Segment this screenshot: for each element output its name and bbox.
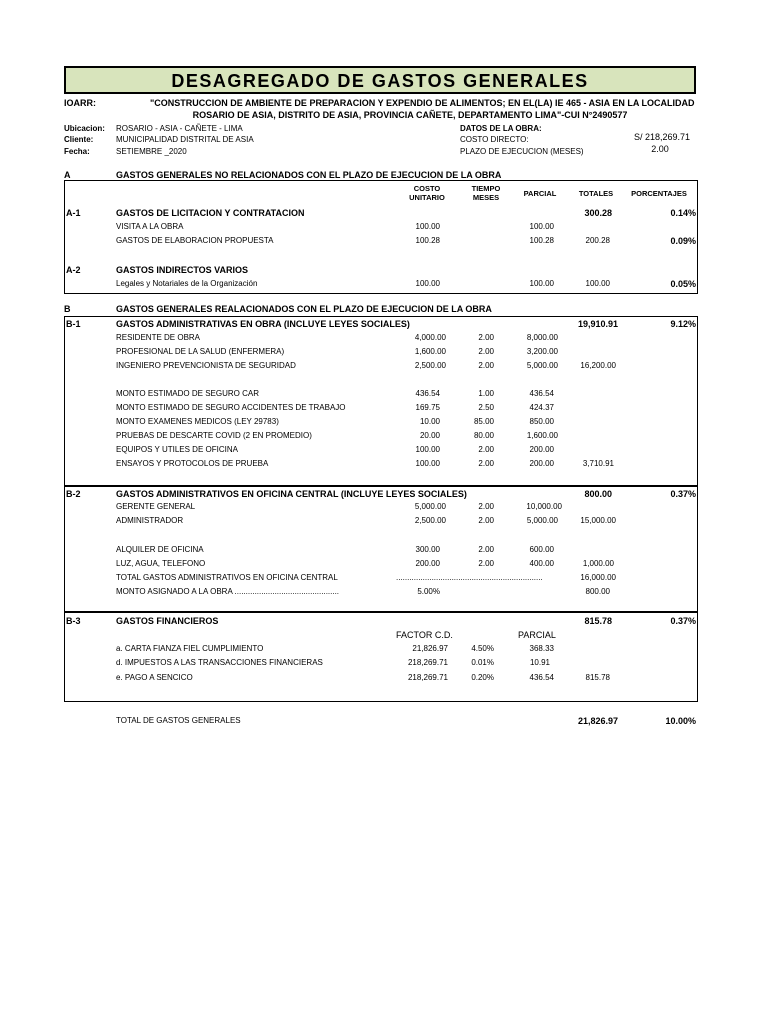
col-porcentajes: PORCENTAJES	[631, 189, 687, 198]
b1-r7-cu: 20.00	[419, 431, 440, 440]
b2-r4-desc: LUZ, AGUA, TELEFONO	[116, 559, 206, 568]
b2-r2-t: 2.00	[478, 516, 494, 525]
b2-r5-sub: 16,000.00	[580, 573, 616, 582]
fecha-label: Fecha:	[64, 147, 90, 156]
b3-r2-desc: d. IMPUESTOS A LAS TRANSACCIONES FINANCIERAS	[116, 658, 323, 667]
b1-r6-cu: 10.00	[419, 417, 440, 426]
cliente-label: Cliente:	[64, 135, 94, 144]
b3-title: GASTOS FINANCIEROS	[116, 616, 219, 626]
b2-r6-desc: MONTO ASIGNADO A LA OBRA ...............................................	[116, 587, 340, 596]
b1-r1-desc: RESIDENTE DE OBRA	[116, 333, 201, 342]
col-totales: TOTALES	[578, 189, 614, 198]
b1-r1-cu: 4,000.00	[414, 333, 446, 342]
b3-r3-cu: 218,269.71	[407, 673, 448, 682]
col-tiempo-line2: MESES	[472, 193, 500, 202]
b1-r8-p: 200.00	[529, 445, 554, 454]
b1-r8-desc: EQUIPOS Y UTILES DE OFICINA	[116, 445, 238, 454]
b1-r1-t: 2.00	[478, 333, 494, 342]
b3-r1-t: 4.50%	[471, 644, 494, 653]
a1-pct: 0.14%	[670, 208, 696, 218]
b1-r2-cu: 1,600.00	[414, 347, 446, 356]
col-costo-unitario	[398, 184, 456, 202]
b2-r5-desc: TOTAL GASTOS ADMINISTRATIVOS EN OFICINA CENTRAL	[116, 573, 338, 582]
b1-r9-t: 2.00	[478, 459, 494, 468]
b2-r3-desc: ALQUILER DE OFICINA	[116, 545, 204, 554]
a1-r2-pct: 0.09%	[670, 236, 696, 246]
b1-r9-desc: ENSAYOS Y PROTOCOLOS DE PRUEBA	[116, 459, 269, 468]
b3-r1-p: 368.33	[529, 644, 554, 653]
b2-r3-cu: 300.00	[415, 545, 440, 554]
b1-r3-desc: INGENIERO PREVENCIONISTA DE SEGURIDAD	[116, 361, 296, 370]
b1-r7-p: 1,600.00	[526, 431, 558, 440]
col-tiempo-meses	[460, 184, 512, 202]
a2-r1-parcial: 100.00	[529, 279, 554, 288]
page-title: DESAGREGADO DE GASTOS GENERALES	[171, 71, 589, 91]
b1-r5-p: 424.37	[529, 403, 554, 412]
plazo-value: 2.00	[651, 144, 669, 154]
b2-r1-desc: GERENTE GENERAL	[116, 502, 196, 511]
ubicacion-value: ROSARIO - ASIA - CAÑETE - LIMA	[116, 124, 243, 133]
total-label: TOTAL DE GASTOS GENERALES	[116, 716, 241, 725]
b2-r4-p: 400.00	[529, 559, 554, 568]
col-costo-line1: COSTO	[413, 184, 441, 193]
b1-r9-sub: 3,710.91	[582, 459, 614, 468]
b2-r2-p: 5,000.00	[526, 516, 558, 525]
b2-r5-dots: ..................................................................	[396, 573, 543, 582]
a1-title: GASTOS DE LICITACION Y CONTRATACION	[116, 208, 305, 218]
b1-r1-p: 8,000.00	[526, 333, 558, 342]
a2-r1-sub: 100.00	[585, 279, 610, 288]
a2-r1-cu: 100.00	[415, 279, 440, 288]
b1-r6-t: 85.00	[473, 417, 494, 426]
b1-r6-p: 850.00	[529, 417, 554, 426]
b2-r6-sub: 800.00	[585, 587, 610, 596]
b2-title: GASTOS ADMINISTRATIVOS EN OFICINA CENTRAL (INCLUYE LEYES SOCIALES)	[116, 489, 467, 499]
total-value: 21,826.97	[577, 716, 618, 726]
b3-r1-cu: 21,826.97	[412, 644, 448, 653]
a1-r1-cu: 100.00	[415, 222, 440, 231]
b1-r5-t: 2.50	[478, 403, 494, 412]
col-parcial: PARCIAL	[523, 189, 557, 198]
b1-r8-cu: 100.00	[415, 445, 440, 454]
project-label: IOARR:	[64, 98, 96, 108]
b1-code: B-1	[66, 319, 81, 329]
b1-r3-sub: 16,200.00	[580, 361, 616, 370]
a1-total: 300.28	[584, 208, 612, 218]
section-b-title: GASTOS GENERALES REALACIONADOS CON EL PLAZO DE EJECUCION DE LA OBRA	[116, 304, 492, 314]
b1-r2-t: 2.00	[478, 347, 494, 356]
b3-factor-label: FACTOR C.D.	[396, 630, 453, 640]
b2-r2-cu: 2,500.00	[414, 516, 446, 525]
b3-r2-p: 10.91	[529, 658, 550, 667]
total-pct: 10.00%	[665, 716, 696, 726]
b1-r4-t: 1.00	[478, 389, 494, 398]
b1-total: 19,910.91	[577, 319, 618, 329]
b1-r3-p: 5,000.00	[526, 361, 558, 370]
a1-r2-cu: 100.28	[415, 236, 440, 245]
b3-parcial-label: PARCIAL	[518, 630, 556, 640]
b2-r1-cu: 5,000.00	[414, 502, 446, 511]
b1-r7-desc: PRUEBAS DE DESCARTE COVID (2 EN PROMEDIO)	[116, 431, 312, 440]
b2-r6-cu: 5.00%	[417, 587, 440, 596]
b3-r3-desc: e. PAGO A SENCICO	[116, 673, 193, 682]
b2-r4-sub: 1,000.00	[582, 559, 614, 568]
b1-r4-cu: 436.54	[415, 389, 440, 398]
b3-r3-p: 436.54	[529, 673, 554, 682]
b1-r9-p: 200.00	[529, 459, 554, 468]
b1-r2-desc: PROFESIONAL DE LA SALUD (ENFERMERA)	[116, 347, 285, 356]
a1-code: A-1	[66, 208, 81, 218]
section-a-code: A	[64, 170, 71, 180]
a2-title: GASTOS INDIRECTOS VARIOS	[116, 265, 249, 275]
title-banner	[64, 66, 696, 94]
b1-r3-t: 2.00	[478, 361, 494, 370]
b1-r5-desc: MONTO ESTIMADO DE SEGURO ACCIDENTES DE TRABAJO	[116, 403, 346, 412]
a1-r1-parcial: 100.00	[529, 222, 554, 231]
b1-r4-desc: MONTO ESTIMADO DE SEGURO CAR	[116, 389, 259, 398]
b2-r2-desc: ADMINISTRADOR	[116, 516, 184, 525]
b3-r1-desc: a. CARTA FIANZA FIEL CUMPLIMIENTO	[116, 644, 264, 653]
project-line-2: ROSARIO DE ASIA, DISTRITO DE ASIA, PROVINCIA CAÑETE, DEPARTAMENTO LIMA"-CUI N°2490577	[192, 110, 628, 120]
cliente-value: MUNICIPALIDAD DISTRITAL DE ASIA	[116, 135, 254, 144]
b1-r3-cu: 2,500.00	[414, 361, 446, 370]
b2-r3-p: 600.00	[529, 545, 554, 554]
fecha-value: SETIEMBRE _2020	[116, 147, 187, 156]
project-line-1: "CONSTRUCCION DE AMBIENTE DE PREPARACION Y EXPENDIO DE ALIMENTOS; EN EL(LA) IE 465 - ASIA EN LA LOCALIDAD	[150, 98, 695, 108]
datos-obra-label: DATOS DE LA OBRA:	[460, 124, 542, 133]
a2-r1-pct: 0.05%	[670, 279, 696, 289]
b3-r2-t: 0.01%	[471, 658, 494, 667]
a1-r2-sub: 200.28	[585, 236, 610, 245]
b2-total: 800.00	[584, 489, 612, 499]
b3-pct: 0.37%	[670, 616, 696, 626]
b1-r2-p: 3,200.00	[526, 347, 558, 356]
b1-r6-desc: MONTO EXAMENES MEDICOS (LEY 29783)	[116, 417, 279, 426]
section-a-title: GASTOS GENERALES NO RELACIONADOS CON EL PLAZO DE EJECUCION DE LA OBRA	[116, 170, 502, 180]
b1-title: GASTOS ADMINISTRATIVAS EN OBRA (INCLUYE LEYES SOCIALES)	[116, 319, 410, 329]
b3-r3-t: 0.20%	[471, 673, 494, 682]
b2-r1-p: 10,000.00	[526, 502, 562, 511]
b2-r4-t: 2.00	[478, 559, 494, 568]
b1-r4-p: 436.54	[529, 389, 554, 398]
a1-r2-parcial: 100.28	[529, 236, 554, 245]
costo-directo-label: COSTO DIRECTO:	[460, 135, 529, 144]
b1-r9-cu: 100.00	[415, 459, 440, 468]
a2-code: A-2	[66, 265, 81, 275]
col-costo-line2: UNITARIO	[409, 193, 445, 202]
costo-directo-value: S/ 218,269.71	[633, 132, 690, 142]
ubicacion-label: Ubicacion:	[64, 124, 105, 133]
a1-r1-desc: VISITA A LA OBRA	[116, 222, 184, 231]
b1-r8-t: 2.00	[478, 445, 494, 454]
b1-r5-cu: 169.75	[415, 403, 440, 412]
b2-r3-t: 2.00	[478, 545, 494, 554]
b3-total: 815.78	[584, 616, 612, 626]
b1-r7-t: 80.00	[473, 431, 494, 440]
plazo-label: PLAZO DE EJECUCION (MESES)	[460, 147, 584, 156]
b2-r2-sub: 15,000.00	[580, 516, 616, 525]
b2-r4-cu: 200.00	[415, 559, 440, 568]
section-b-code: B	[64, 304, 71, 314]
a1-r2-desc: GASTOS DE ELABORACION PROPUESTA	[116, 236, 274, 245]
b1-pct: 9.12%	[670, 319, 696, 329]
b3-r2-cu: 218,269.71	[407, 658, 448, 667]
b2-pct: 0.37%	[670, 489, 696, 499]
col-tiempo-line1: TIEMPO	[471, 184, 501, 193]
a2-r1-desc: Legales y Notariales de la Organización	[116, 279, 258, 288]
b3-r3-sub: 815.78	[585, 673, 610, 682]
b2-r1-t: 2.00	[478, 502, 494, 511]
b3-code: B-3	[66, 616, 81, 626]
b2-code: B-2	[66, 489, 81, 499]
